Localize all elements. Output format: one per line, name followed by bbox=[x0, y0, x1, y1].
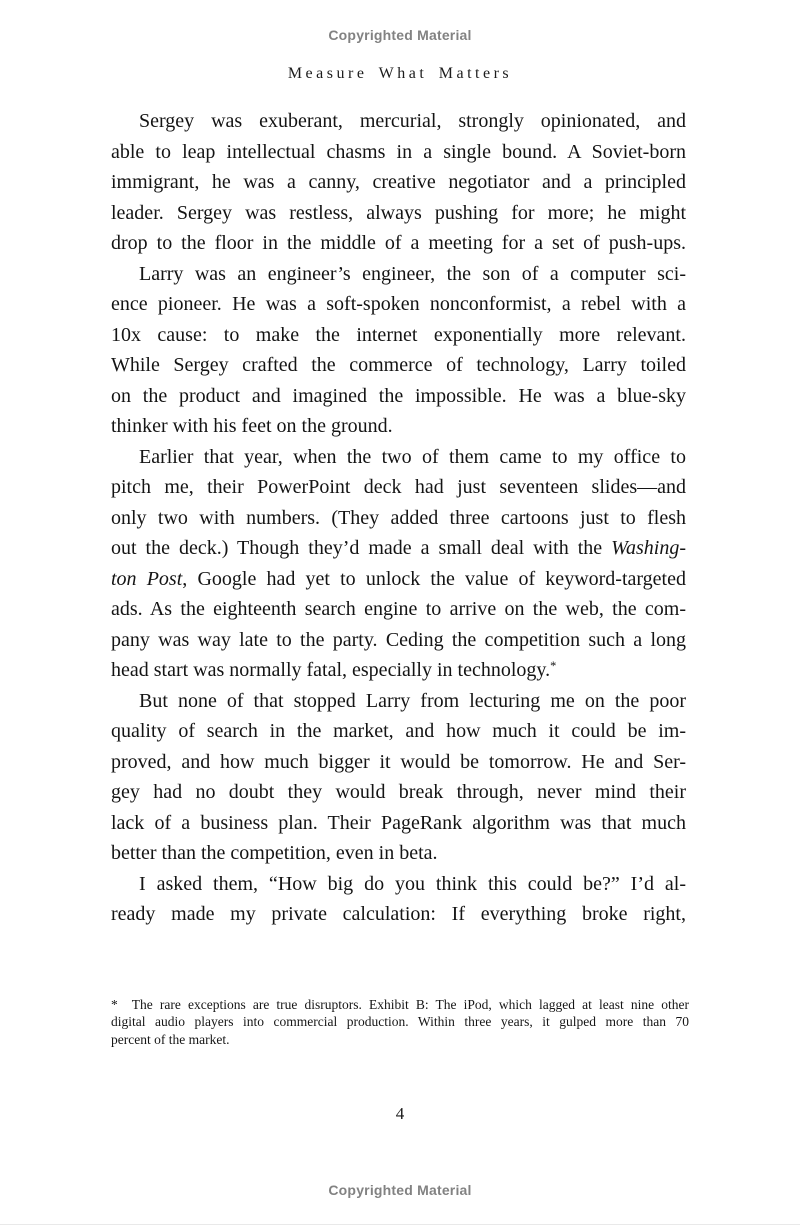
body-line: ton Post, Google had yet to unlock the value of keyword-targeted bbox=[111, 567, 686, 590]
body-line: ads. As the eighteenth search engine to arrive on the web, the com- bbox=[111, 598, 686, 620]
body-text bbox=[111, 106, 686, 930]
body-line: Larry was an engineer’s engineer, the son of a computer sci- bbox=[139, 262, 686, 285]
body-line: gey had no doubt they would break through, never mind their bbox=[111, 781, 686, 803]
running-head: Measure What Matters bbox=[287, 65, 513, 82]
copyright-notice-top: Copyrighted Material bbox=[328, 27, 472, 43]
body-line: I asked them, “How big do you think this could be?” I’d al- bbox=[139, 872, 686, 895]
body-line: out the deck.) Though they’d made a small deal with the Washing- bbox=[111, 537, 686, 559]
body-line: But none of that stopped Larry from lecturing me on the poor bbox=[139, 689, 686, 712]
body-line: pany was way late to the party. Ceding the competition such a long bbox=[111, 628, 686, 651]
body-line: immigrant, he was a canny, creative negotiator and a principled bbox=[111, 171, 686, 193]
body-line: quality of search in the market, and how much it could be im- bbox=[111, 720, 686, 742]
body-line: Sergey was exuberant, mercurial, strongly opinionated, and bbox=[139, 110, 686, 132]
body-line: While Sergey crafted the commerce of technology, Larry toiled bbox=[111, 354, 686, 376]
footnote bbox=[111, 996, 689, 1048]
body-line: ready made my private calculation: If everything broke right, bbox=[111, 903, 686, 925]
body-line: better than the competition, even in beta. bbox=[111, 842, 438, 864]
footnote-line: * The rare exceptions are true disruptors. Exhibit B: The iPod, which lagged at least nine other bbox=[111, 997, 689, 1012]
body-line: head start was normally fatal, especially in technology.* bbox=[111, 659, 557, 681]
body-line: thinker with his feet on the ground. bbox=[111, 415, 393, 437]
body-line: drop to the floor in the middle of a meeting for a set of push-ups. bbox=[111, 232, 686, 254]
footnote-marker: * bbox=[550, 659, 557, 674]
body-line: Earlier that year, when the two of them came to my office to bbox=[139, 445, 686, 468]
body-line: pitch me, their PowerPoint deck had just seventeen slides—and bbox=[111, 476, 686, 498]
body-line: ence pioneer. He was a soft-spoken nonconformist, a rebel with a bbox=[111, 293, 686, 315]
footnote-line: percent of the market. bbox=[111, 1031, 230, 1047]
copyright-notice-bottom: Copyrighted Material bbox=[328, 1182, 472, 1198]
body-line: proved, and how much bigger it would be tomorrow. He and Ser- bbox=[111, 750, 686, 773]
body-line: on the product and imagined the impossible. He was a blue-sky bbox=[111, 384, 686, 407]
body-line: able to leap intellectual chasms in a single bound. A Soviet-born bbox=[111, 140, 686, 163]
body-line: 10x cause: to make the internet exponentially more relevant. bbox=[111, 323, 686, 346]
page-number: 4 bbox=[395, 1104, 405, 1123]
body-line: leader. Sergey was restless, always pushing for more; he might bbox=[111, 201, 686, 224]
body-line: lack of a business plan. Their PageRank algorithm was that much bbox=[111, 811, 686, 834]
body-line: only two with numbers. (They added three cartoons just to flesh bbox=[111, 506, 686, 529]
footnote-line: digital audio players into commercial production. Within three years, it gulped more than 70 bbox=[111, 1014, 689, 1030]
